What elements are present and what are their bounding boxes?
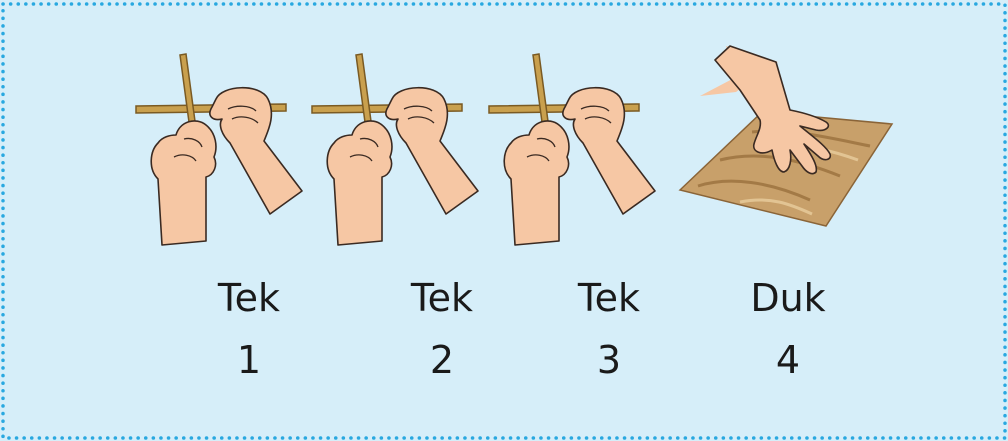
crossed-sticks-icon [489, 54, 655, 245]
beat-3-word: Tek [577, 276, 641, 320]
beat-4-number: 4 [775, 338, 801, 382]
crossed-sticks-icon [312, 54, 478, 245]
beat-1-word: Tek [217, 276, 281, 320]
beat-3-number: 3 [596, 338, 622, 382]
beat-2-word: Tek [410, 276, 474, 320]
hand-on-board-icon [680, 46, 892, 226]
crossed-sticks-icon [136, 54, 302, 245]
beat-2-number: 2 [429, 338, 455, 382]
beat-4-word: Duk [750, 276, 826, 320]
beat-1-number: 1 [236, 338, 262, 382]
